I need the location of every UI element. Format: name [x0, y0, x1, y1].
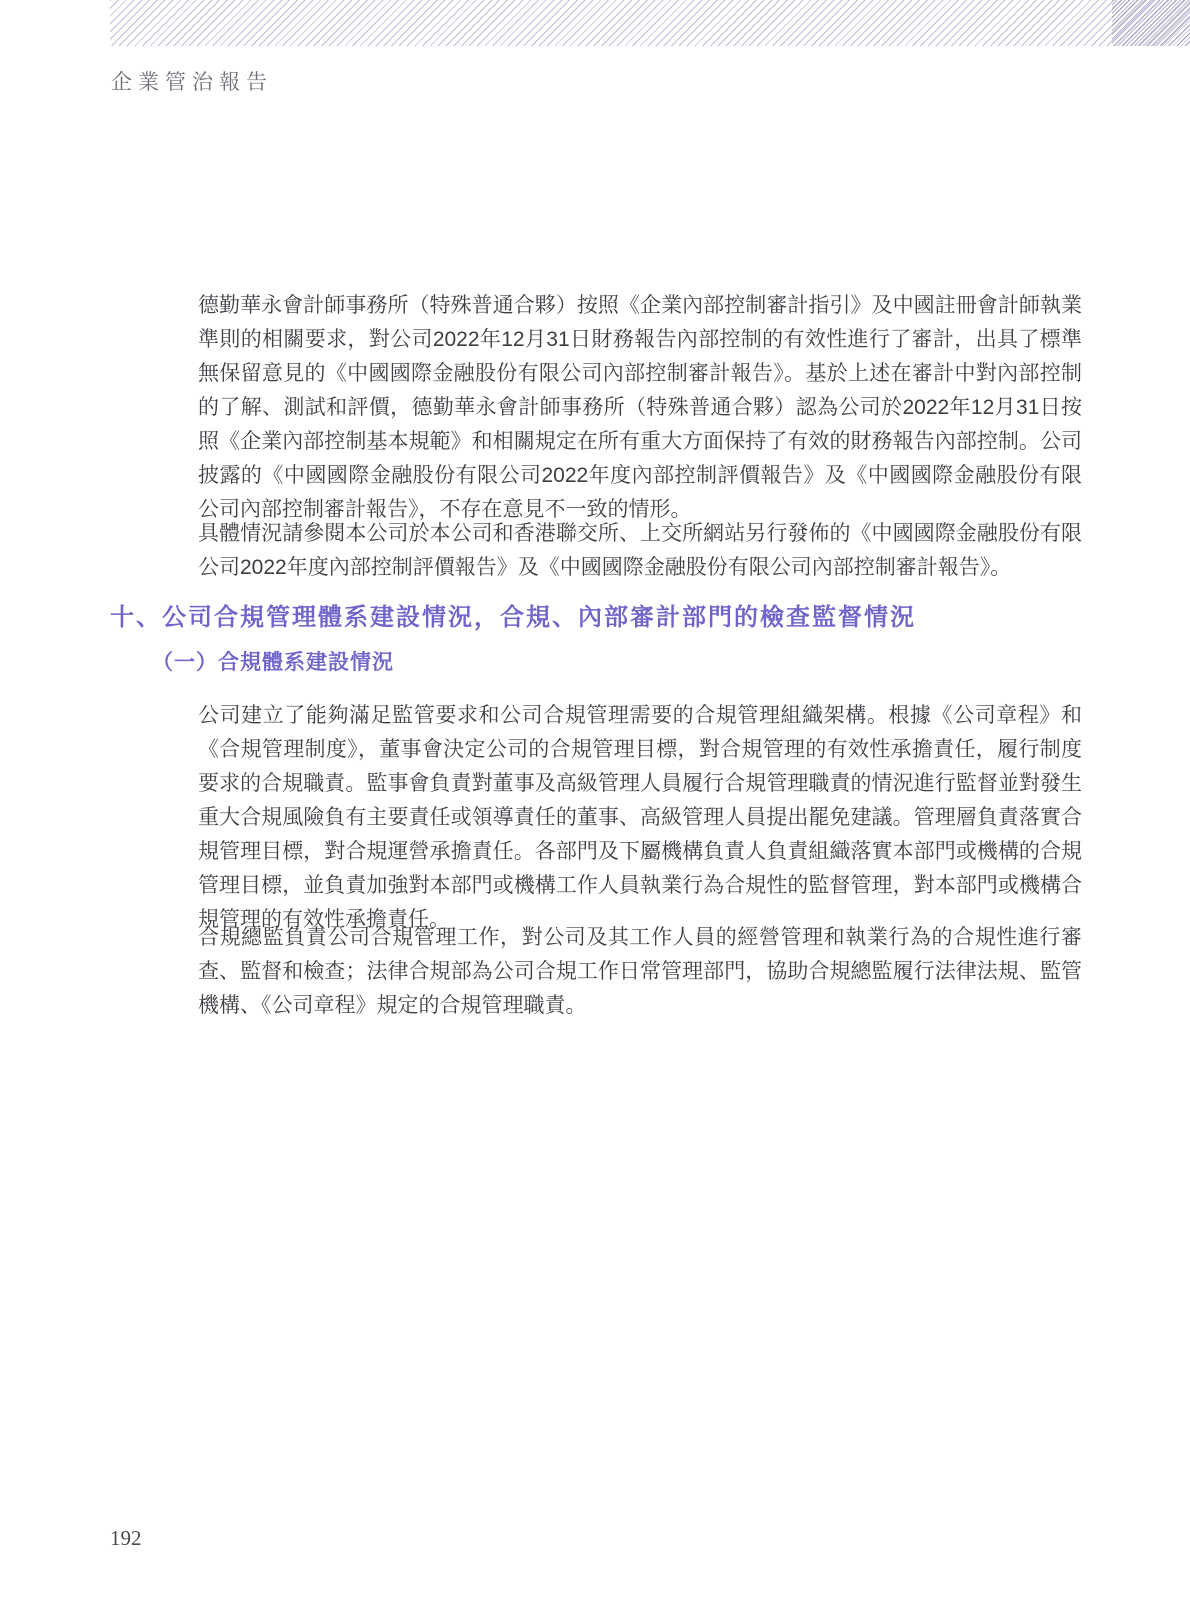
paragraph-internal-control-audit: 德勤華永會計師事務所（特殊普通合夥）按照《企業內部控制審計指引》及中國註冊會計師執業準則的相關要求，對公司2022年12月31日財務報告內部控制的有效性進行了審計，出具了標準無保留意見的《中國國際金融股份有限公司內部控制審計報告》。基於上述在審計中對內部控制的了解、測試和評價，德勤華永會計師事務所（特殊普通合夥）認為公司於2022年12月31日按照《企業內部控制基本規範》和相關規定在所有重大方面保持了有效的財務報告內部控制。公司披露的《中國國際金融股份有限公司2022年度內部控制評價報告》及《中國國際金融股份有限公司內部控制審計報告》，不存在意見不一致的情形。 — [198, 294, 1082, 521]
document-header: 企業管治報告 — [111, 70, 273, 94]
decorative-hatch-band-dense — [1112, 0, 1190, 46]
decorative-hatch-band — [110, 0, 1190, 46]
paragraph-report-reference: 具體情況請參閱本公司於本公司和香港聯交所、上交所網站另行發佈的《中國國際金融股份有限公司2022年度內部控制評價報告》及《中國國際金融股份有限公司內部控制審計報告》。 — [198, 522, 1082, 579]
section-heading-compliance: 十、公司合規管理體系建設情況，合規、內部審計部門的檢查監督情況 — [110, 604, 916, 632]
paragraph-compliance-structure: 公司建立了能夠滿足監管要求和公司合規管理需要的合規管理組織架構。根據《公司章程》和《合規管理制度》，董事會決定公司的合規管理目標，對合規管理的有效性承擔責任，履行制度要求的合規職責。監事會負責對董事及高級管理人員履行合規管理職責的情況進行監督並對發生重大合規風險負有主要責任或領導責任的董事、高級管理人員提出罷免建議。管理層負責落實合規管理目標，對合規運營承擔責任。各部門及下屬機構負責人負責組織落實本部門或機構的合規管理目標，並負責加強對本部門或機構工作人員執業行為合規性的監督管理，對本部門或機構合規管理的有效性承擔責任。 — [198, 704, 1082, 931]
paragraph-compliance-director: 合規總監負責公司合規管理工作，對公司及其工作人員的經營管理和執業行為的合規性進行審查、監督和檢查；法律合規部為公司合規工作日常管理部門，協助合規總監履行法律法規、監管機構、《公司章程》規定的合規管理職責。 — [198, 926, 1082, 1017]
page-number: 192 — [110, 1526, 142, 1550]
subsection-heading-compliance-system: （一）合規體系建設情況 — [152, 651, 394, 675]
